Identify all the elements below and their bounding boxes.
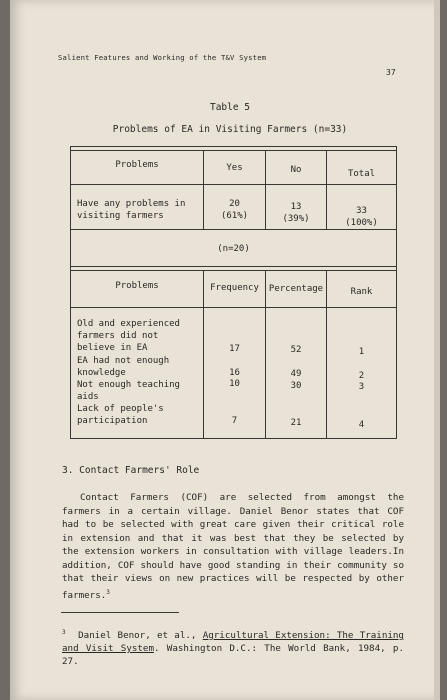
table-number: Table 5 xyxy=(209,102,251,113)
yes-count: 20 xyxy=(229,199,240,209)
rank-value: 2 xyxy=(358,371,365,381)
footnote-title: Agricultural Extension: The Training and Visit System xyxy=(62,630,404,655)
header-frequency: Frequency xyxy=(210,283,259,293)
rank-value: 1 xyxy=(358,347,365,357)
table-title: Problems of EA in Visiting Farmers (n=33) xyxy=(112,124,348,135)
problem-line: believe in EA xyxy=(77,343,148,353)
rank-value: 4 xyxy=(358,420,365,430)
yes-percent: (61%) xyxy=(220,211,249,221)
footnote-publication: . Washington D.C.: The World Bank, 1984, p. 27. xyxy=(62,643,404,668)
problem-line: participation xyxy=(77,416,148,426)
subgroup-label: (n=20) xyxy=(217,244,250,254)
frequency-value: 17 xyxy=(229,344,240,354)
footnote-author: Daniel Benor, et al., xyxy=(78,630,197,642)
total-count: 33 xyxy=(356,206,367,216)
header-total: Total xyxy=(347,169,376,179)
footnote-divider xyxy=(61,612,179,613)
no-count: 13 xyxy=(290,202,302,212)
problem-line: EA had not enough xyxy=(77,356,170,366)
frequency-value: 7 xyxy=(231,416,238,426)
percentage-value: 30 xyxy=(290,381,302,391)
percentage-value: 52 xyxy=(290,345,302,355)
problem-line: Old and experienced xyxy=(77,319,180,329)
percentage-value: 21 xyxy=(290,418,302,428)
footnote xyxy=(62,626,404,668)
paragraph-text: Contact Farmers (COF) are selected from amongst the farmers in a certain village. Daniel Benor states that COF had to be selected with great care given their critical role in extension and that it was best that they be selected by the extension workers in consultation with village leaders.In addition, COF should have good standing in their community so that their views on new practices will be respected by other farmers. xyxy=(62,492,404,601)
page-number: 37 xyxy=(386,68,396,77)
running-head: Salient Features and Working of the T&V System xyxy=(58,53,267,62)
problem-line: farmers did not xyxy=(77,331,159,341)
footnote-reference: 3 xyxy=(106,588,110,596)
header-percentage: Percentage xyxy=(268,284,324,294)
header-problems: Problems xyxy=(115,281,159,291)
frequency-value: 16 xyxy=(229,368,240,378)
total-percent: (100%) xyxy=(345,218,378,228)
footnote-mark: 3 xyxy=(62,629,66,636)
body-paragraph xyxy=(62,491,404,602)
problem-line: visiting farmers xyxy=(77,211,164,221)
problem-line: Lack of people's xyxy=(77,404,164,414)
problem-line: Not enough teaching xyxy=(77,380,180,390)
frequency-value: 10 xyxy=(229,379,240,389)
header-yes: Yes xyxy=(226,163,243,173)
document-page xyxy=(10,0,438,700)
rank-value: 3 xyxy=(358,382,365,392)
problem-line: Have any problems in xyxy=(77,199,186,209)
header-rank: Rank xyxy=(350,287,373,297)
percentage-value: 49 xyxy=(290,369,302,379)
header-problems: Problems xyxy=(115,160,159,170)
header-no: No xyxy=(290,165,302,175)
problem-line: aids xyxy=(77,392,99,402)
section-heading: 3. Contact Farmers' Role xyxy=(62,465,200,476)
no-percent: (39%) xyxy=(282,214,310,224)
problem-line: knowledge xyxy=(77,368,126,378)
